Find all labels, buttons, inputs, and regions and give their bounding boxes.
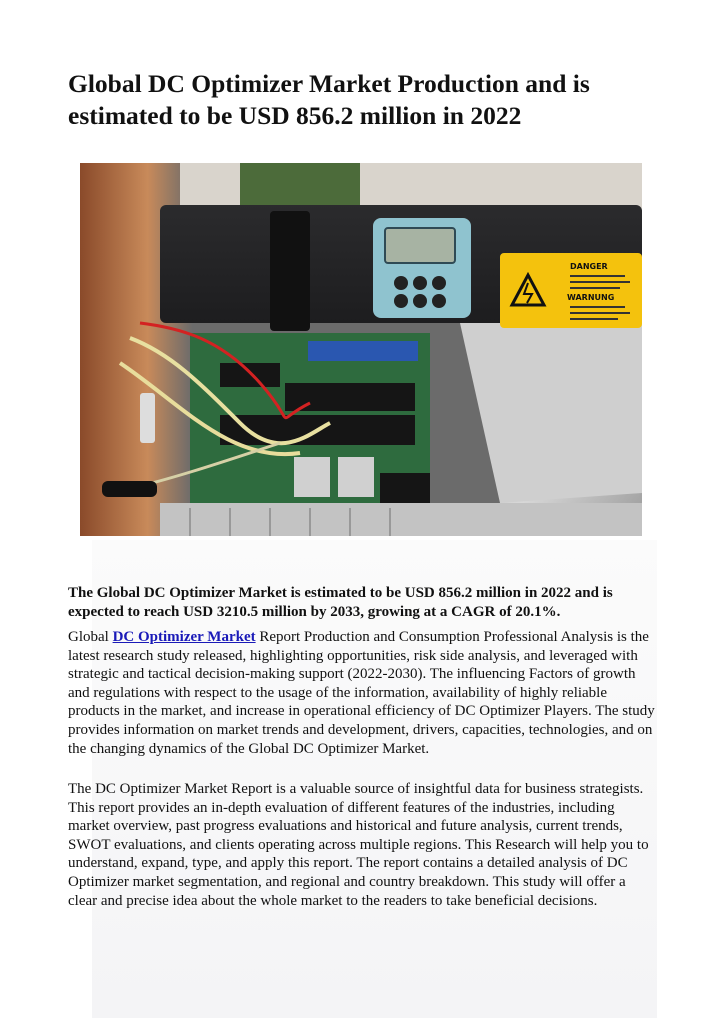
paragraph1-body: Report Production and Consumption Professional Analysis is the latest research study released, highlighting opportunities, risk side analysis, and leveraged with strategic and tactical decision-making support (2022-2030). The influencing Factors of growth and regulations with respect to the usage of the information, availability of highly reliable products in the market, and increase in operational efficiency of DC Optimizer Players. The study provides information on market trends and development, drivers, capacities, technologies, and on the changing dynamics of the Global DC Optimizer Market. [68, 629, 655, 757]
dc-optimizer-photo-illustration [80, 163, 642, 536]
intro-summary: The Global DC Optimizer Market is estimated to be USD 856.2 million in 2022 and is expected to reach USD 3210.5 million by 2033, growing at a CAGR of 20.1%. [68, 585, 613, 620]
paragraph-report-value: The DC Optimizer Market Report is a valuable source of insightful data for business strategists. This report provides an in-depth evaluation of different features of the industries, including market overview, past progress evaluations and historical and future analysis, current trends, SWOT evaluations, and clients operating across multiple regions. This Research will help you to understand, expand, type, and apply this report. The report contains a detailed analysis of DC Optimizer market segmentation, and regional and country breakdown. This study will offer a clear and precise idea about the whole market to the readers to take beneficial decisions. [68, 781, 649, 909]
dc-optimizer-market-link[interactable]: DC Optimizer Market [112, 629, 256, 645]
paragraph-report-overview [68, 628, 658, 758]
paragraph1-prefix: Global [68, 629, 113, 645]
warning-label-warnung: WARNUNG [567, 293, 615, 302]
warning-label-danger: DANGER [570, 262, 608, 271]
product-photo [80, 163, 642, 536]
document-title: Global DC Optimizer Market Production and is estimated to be USD 856.2 million in 2022 [68, 69, 590, 130]
